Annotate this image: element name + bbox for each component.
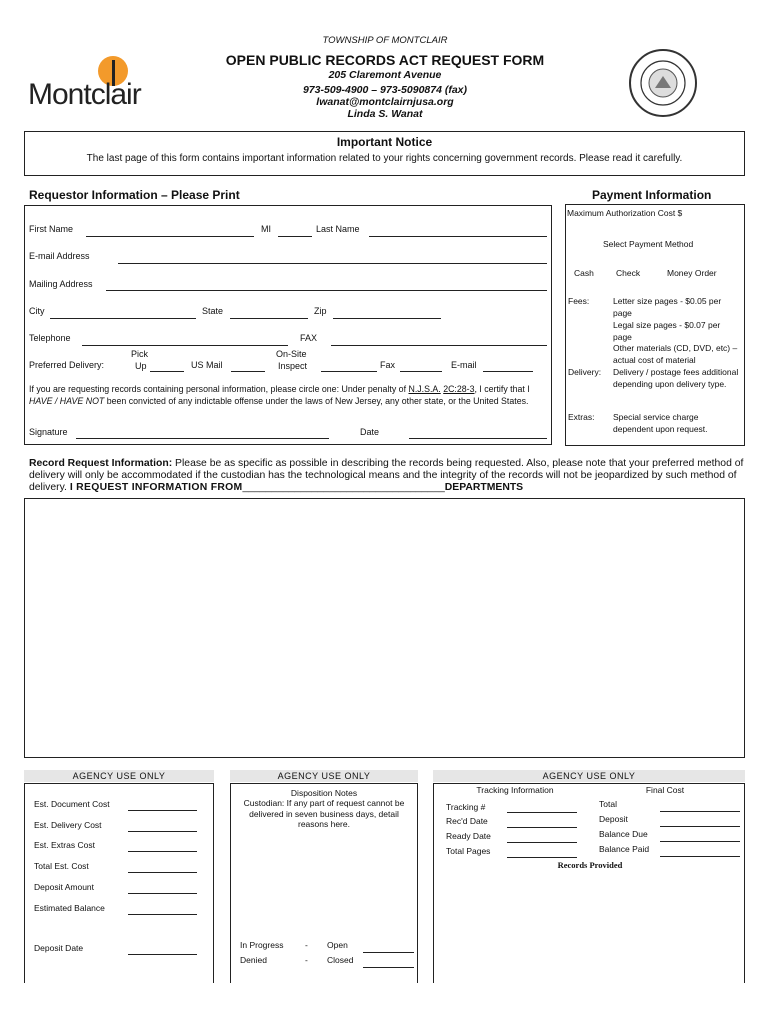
last-name-field[interactable] bbox=[369, 236, 547, 237]
payment-heading: Payment Information bbox=[592, 188, 712, 202]
record-request-textarea[interactable] bbox=[24, 498, 745, 758]
balance-due-label: Balance Due bbox=[599, 829, 648, 839]
telephone-label: Telephone bbox=[29, 333, 71, 343]
disposition-title: Disposition Notes bbox=[290, 788, 358, 798]
mailing-label: Mailing Address bbox=[29, 279, 93, 289]
usmail-field[interactable] bbox=[231, 371, 265, 372]
ready-date-field[interactable] bbox=[507, 842, 577, 843]
agency-heading-right: AGENCY USE ONLY bbox=[433, 770, 745, 782]
disposition-text: Custodian: If any part of request cannot be delivered in seven business days, detail reasons here. bbox=[243, 798, 405, 829]
balance-paid-field[interactable] bbox=[660, 856, 740, 857]
agency-heading-middle: AGENCY USE ONLY bbox=[230, 770, 418, 782]
zip-field[interactable] bbox=[333, 318, 441, 319]
final-cost-title: Final Cost bbox=[645, 785, 685, 795]
est-extras-cost-field[interactable] bbox=[128, 851, 197, 852]
pickup-top-label: Pick bbox=[131, 349, 149, 359]
recd-date-field[interactable] bbox=[507, 827, 577, 828]
fax-option-label: Fax bbox=[380, 360, 396, 370]
extras-label: Extras: bbox=[568, 412, 595, 422]
est-extras-cost-label: Est. Extras Cost bbox=[34, 840, 95, 850]
telephone-field[interactable] bbox=[82, 345, 288, 346]
logo bbox=[28, 56, 158, 112]
zip-label: Zip bbox=[314, 306, 327, 316]
deposit-date-field[interactable] bbox=[128, 954, 197, 955]
dash-2: - bbox=[305, 955, 308, 965]
deposit-amount-field[interactable] bbox=[128, 893, 197, 894]
estimated-balance-label: Estimated Balance bbox=[34, 903, 105, 913]
check-option[interactable]: Check bbox=[616, 268, 641, 278]
requestor-box bbox=[24, 205, 552, 445]
email-option-label: E-mail bbox=[451, 360, 477, 370]
preferred-delivery-label: Preferred Delivery: bbox=[29, 360, 105, 370]
estimated-balance-field[interactable] bbox=[128, 914, 197, 915]
email-label: E-mail Address bbox=[29, 251, 90, 261]
final-deposit-label: Deposit bbox=[599, 814, 628, 824]
township-name: TOWNSHIP OF MONTCLAIR bbox=[322, 35, 448, 46]
onsite-field[interactable] bbox=[321, 371, 377, 372]
est-delivery-cost-field[interactable] bbox=[128, 831, 197, 832]
fees-other: Other materials (CD, DVD, etc) – actual cost of material bbox=[613, 343, 738, 365]
first-name-label: First Name bbox=[29, 224, 74, 234]
closed-label: Closed bbox=[327, 955, 354, 965]
important-notice-box bbox=[24, 131, 745, 176]
final-total-label: Total bbox=[599, 799, 617, 809]
fax-field[interactable] bbox=[331, 345, 547, 346]
est-document-cost-field[interactable] bbox=[128, 810, 197, 811]
ready-date-label: Ready Date bbox=[446, 831, 491, 841]
fees-label: Fees: bbox=[568, 296, 590, 306]
open-field[interactable] bbox=[363, 952, 414, 953]
last-name-label: Last Name bbox=[316, 224, 360, 234]
total-est-cost-field[interactable] bbox=[128, 872, 197, 873]
city-label: City bbox=[29, 306, 45, 316]
cash-option[interactable]: Cash bbox=[574, 268, 594, 278]
requestor-heading: Requestor Information – Please Print bbox=[29, 188, 240, 202]
logo-text: Montclair bbox=[28, 78, 141, 111]
deposit-amount-label: Deposit Amount bbox=[34, 882, 95, 892]
signature-field[interactable] bbox=[76, 438, 329, 439]
select-method-label: Select Payment Method bbox=[603, 239, 694, 249]
tracking-number-field[interactable] bbox=[507, 812, 577, 813]
fees-legal: Legal size pages - $0.07 per page bbox=[613, 320, 721, 342]
mi-field[interactable] bbox=[278, 236, 312, 237]
date-field[interactable] bbox=[409, 438, 547, 439]
mailing-field[interactable] bbox=[106, 290, 547, 291]
address: 205 Claremont Avenue bbox=[328, 69, 442, 81]
tracking-title: Tracking Information bbox=[476, 785, 554, 795]
state-label: State bbox=[202, 306, 224, 316]
max-auth-label: Maximum Authorization Cost $ bbox=[567, 208, 683, 218]
email-field[interactable] bbox=[118, 263, 547, 264]
pickup-bottom-label: Up bbox=[135, 361, 147, 371]
dash-1: - bbox=[305, 940, 308, 950]
record-request-text: Record Request Information: Please be as specific as possible in describing the records being requested. Also, please note that your preferred method of delivery will only be accommodated if the custodian has the technological means and the integrity of the records will not be jeopardized by such method of delivery. I REQUEST INFORMATION FROM___________________________________DEPARTMENTS bbox=[29, 458, 744, 494]
total-est-cost-label: Total Est. Cost bbox=[34, 861, 89, 871]
closed-field[interactable] bbox=[363, 967, 414, 968]
first-name-field[interactable] bbox=[86, 236, 254, 237]
total-pages-label: Total Pages bbox=[446, 846, 491, 856]
deposit-date-label: Deposit Date bbox=[34, 943, 84, 953]
money-order-option[interactable]: Money Order bbox=[667, 268, 717, 278]
extras-text: Special service charge dependent upon request. bbox=[613, 412, 708, 434]
onsite-bottom-label: Inspect bbox=[278, 361, 308, 371]
tracking-number-label: Tracking # bbox=[446, 802, 486, 812]
in-progress-label: In Progress bbox=[240, 940, 284, 950]
signature-label: Signature bbox=[29, 427, 68, 437]
fax-option-field[interactable] bbox=[400, 371, 442, 372]
delivery-label: Delivery: bbox=[568, 367, 602, 377]
pickup-field[interactable] bbox=[150, 371, 184, 372]
recd-date-label: Rec'd Date bbox=[446, 816, 488, 826]
balance-paid-label: Balance Paid bbox=[599, 844, 650, 854]
fees-letter: Letter size pages - $0.05 per page bbox=[613, 296, 722, 318]
township-seal bbox=[628, 48, 698, 118]
balance-due-field[interactable] bbox=[660, 841, 740, 842]
usmail-label: US Mail bbox=[191, 360, 223, 370]
est-document-cost-label: Est. Document Cost bbox=[34, 799, 110, 809]
contact-name: Linda S. Wanat bbox=[347, 108, 423, 120]
total-pages-field[interactable] bbox=[507, 857, 577, 858]
agency-heading-left: AGENCY USE ONLY bbox=[24, 770, 214, 782]
onsite-top-label: On-Site bbox=[276, 349, 307, 359]
fax-label: FAX bbox=[300, 333, 318, 343]
notice-text: The last page of this form contains important information related to your rights concerning government records. Please read it carefully. bbox=[86, 153, 683, 164]
have-have-not-option[interactable]: HAVE / HAVE NOT bbox=[29, 395, 105, 406]
email-option-field[interactable] bbox=[483, 371, 533, 372]
date-label: Date bbox=[360, 427, 380, 437]
denied-label: Denied bbox=[240, 955, 267, 965]
tracking-box bbox=[433, 783, 745, 983]
state-field[interactable] bbox=[230, 318, 308, 319]
mi-label: MI bbox=[261, 224, 271, 234]
certification-text: If you are requesting records containing personal information, please circle one: Under penalty of N.J.S.A. 2C:28-3, I certify that I HAVE / HAVE NOT been convicted of any indictable offense under the laws of New Jersey, any other state, or the United States. bbox=[29, 384, 530, 406]
phone: 973-509-4900 – 973-5090874 (fax) bbox=[302, 84, 468, 96]
email: lwanat@montclairnjusa.org bbox=[316, 96, 454, 108]
final-total-field[interactable] bbox=[660, 811, 740, 812]
est-delivery-cost-label: Est. Delivery Cost bbox=[34, 820, 102, 830]
notice-title: Important Notice bbox=[336, 135, 433, 149]
open-label: Open bbox=[327, 940, 348, 950]
records-provided-label: Records Provided bbox=[557, 860, 623, 870]
city-field[interactable] bbox=[50, 318, 196, 319]
delivery-text: Delivery / postage fees additional depending upon delivery type. bbox=[613, 367, 739, 389]
final-deposit-field[interactable] bbox=[660, 826, 740, 827]
form-title: OPEN PUBLIC RECORDS ACT REQUEST FORM bbox=[225, 52, 545, 68]
